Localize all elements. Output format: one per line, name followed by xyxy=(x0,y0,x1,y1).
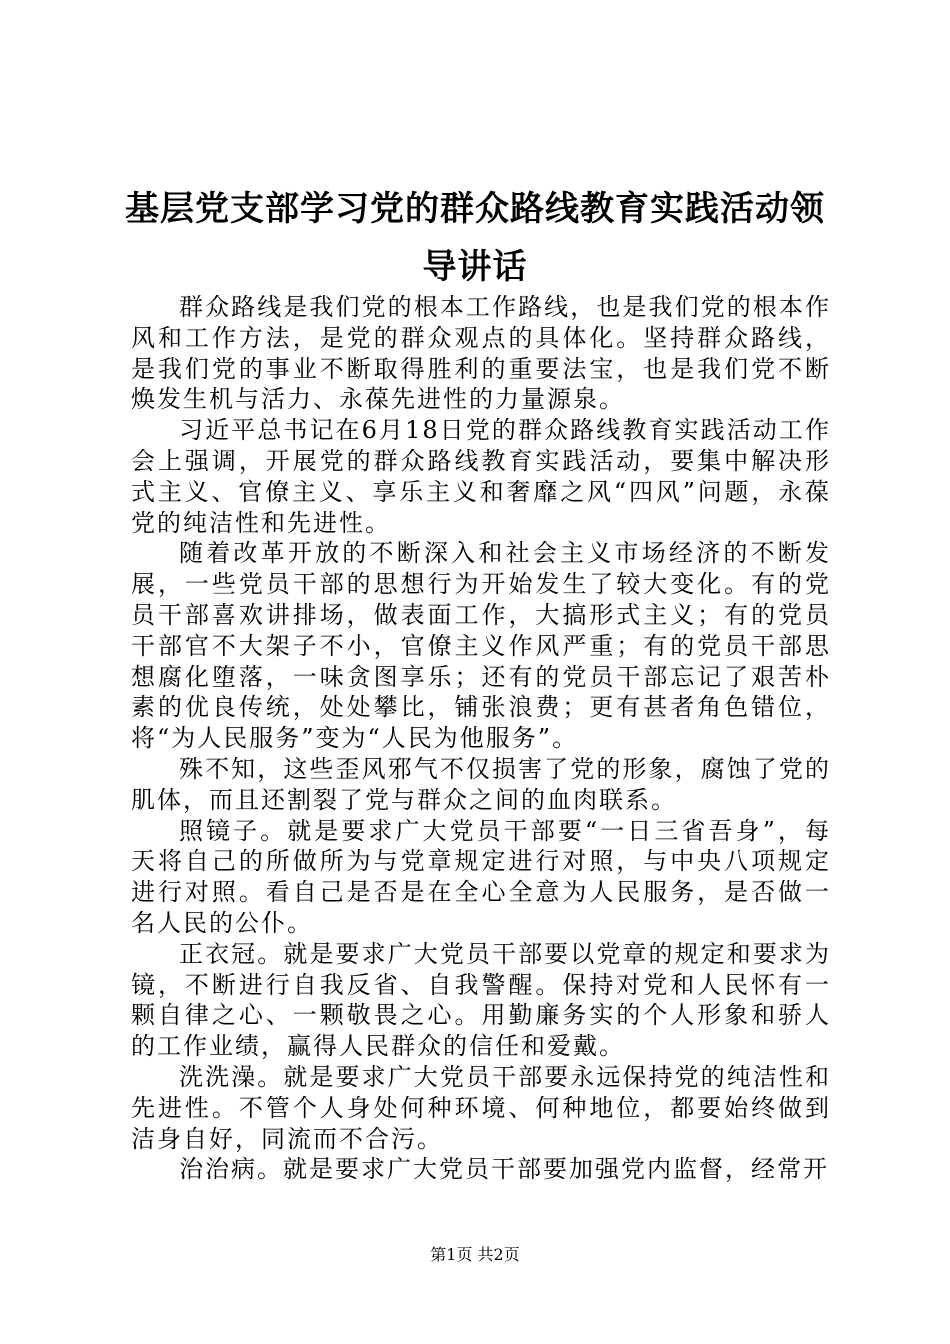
paragraph: 治治病。就是要求广大党员干部要加强党内监督，经常开 xyxy=(179,1155,829,1184)
paragraph: 随着改革开放的不断深入和社会主义市场经济的不断发展，一些党员干部的思想行为开始发生了较大变化。有的党员干部喜欢讲排场，做表面工作，大搞形式主义；有的党员干部官不大架子不小，官僚主义作风严重；有的党员干部思想腐化堕落，一味贪图享乐；还有的党员干部忘记了艰苦朴素的优良传统，处处攀比，铺张浪费；更有甚者角色错位，将“为人民服务”变为“人民为他服务”。 xyxy=(131,539,831,753)
document-body xyxy=(131,292,831,1185)
paragraph: 殊不知，这些歪风邪气不仅损害了党的形象，腐蚀了党的肌体，而且还割裂了党与群众之间的血肉联系。 xyxy=(131,754,831,814)
paragraph: 群众路线是我们党的根本工作路线，也是我们党的根本作风和工作方法，是党的群众观点的具体化。坚持群众路线，是我们党的事业不断取得胜利的重要法宝，也是我们党不断焕发生机与活力、永葆先进性的力量源泉。 xyxy=(131,293,831,414)
paragraph: 习近平总书记在6月18日党的群众路线教育实践活动工作会上强调，开展党的群众路线教育实践活动，要集中解决形式主义、官僚主义、享乐主义和奢靡之风“四风”问题，永葆党的纯洁性和先进性。 xyxy=(131,416,831,537)
paragraph: 洗洗澡。就是要求广大党员干部要永远保持党的纯洁性和先进性。不管个人身处何种环境、何种地位，都要始终做到洁身自好，同流而不合污。 xyxy=(131,1062,831,1153)
page-number-footer: 第1页 共2页 xyxy=(430,1245,520,1264)
document-title: 基层党支部学习党的群众路线教育实践活动领导讲话 xyxy=(125,189,825,287)
paragraph: 正衣冠。就是要求广大党员干部要以党章的规定和要求为镜，不断进行自我反省、自我警醒。保持对党和人民怀有一颗自律之心、一颗敬畏之心。用勤廉务实的个人形象和骄人的工作业绩，赢得人民群众的信任和爱戴。 xyxy=(131,939,831,1061)
paragraph: 照镜子。就是要求广大党员干部要“一日三省吾身”，每天将自己的所做所为与党章规定进行对照，与中央八项规定进行对照。看自己是否是在全心全意为人民服务，是否做一名人民的公仆。 xyxy=(131,816,831,937)
